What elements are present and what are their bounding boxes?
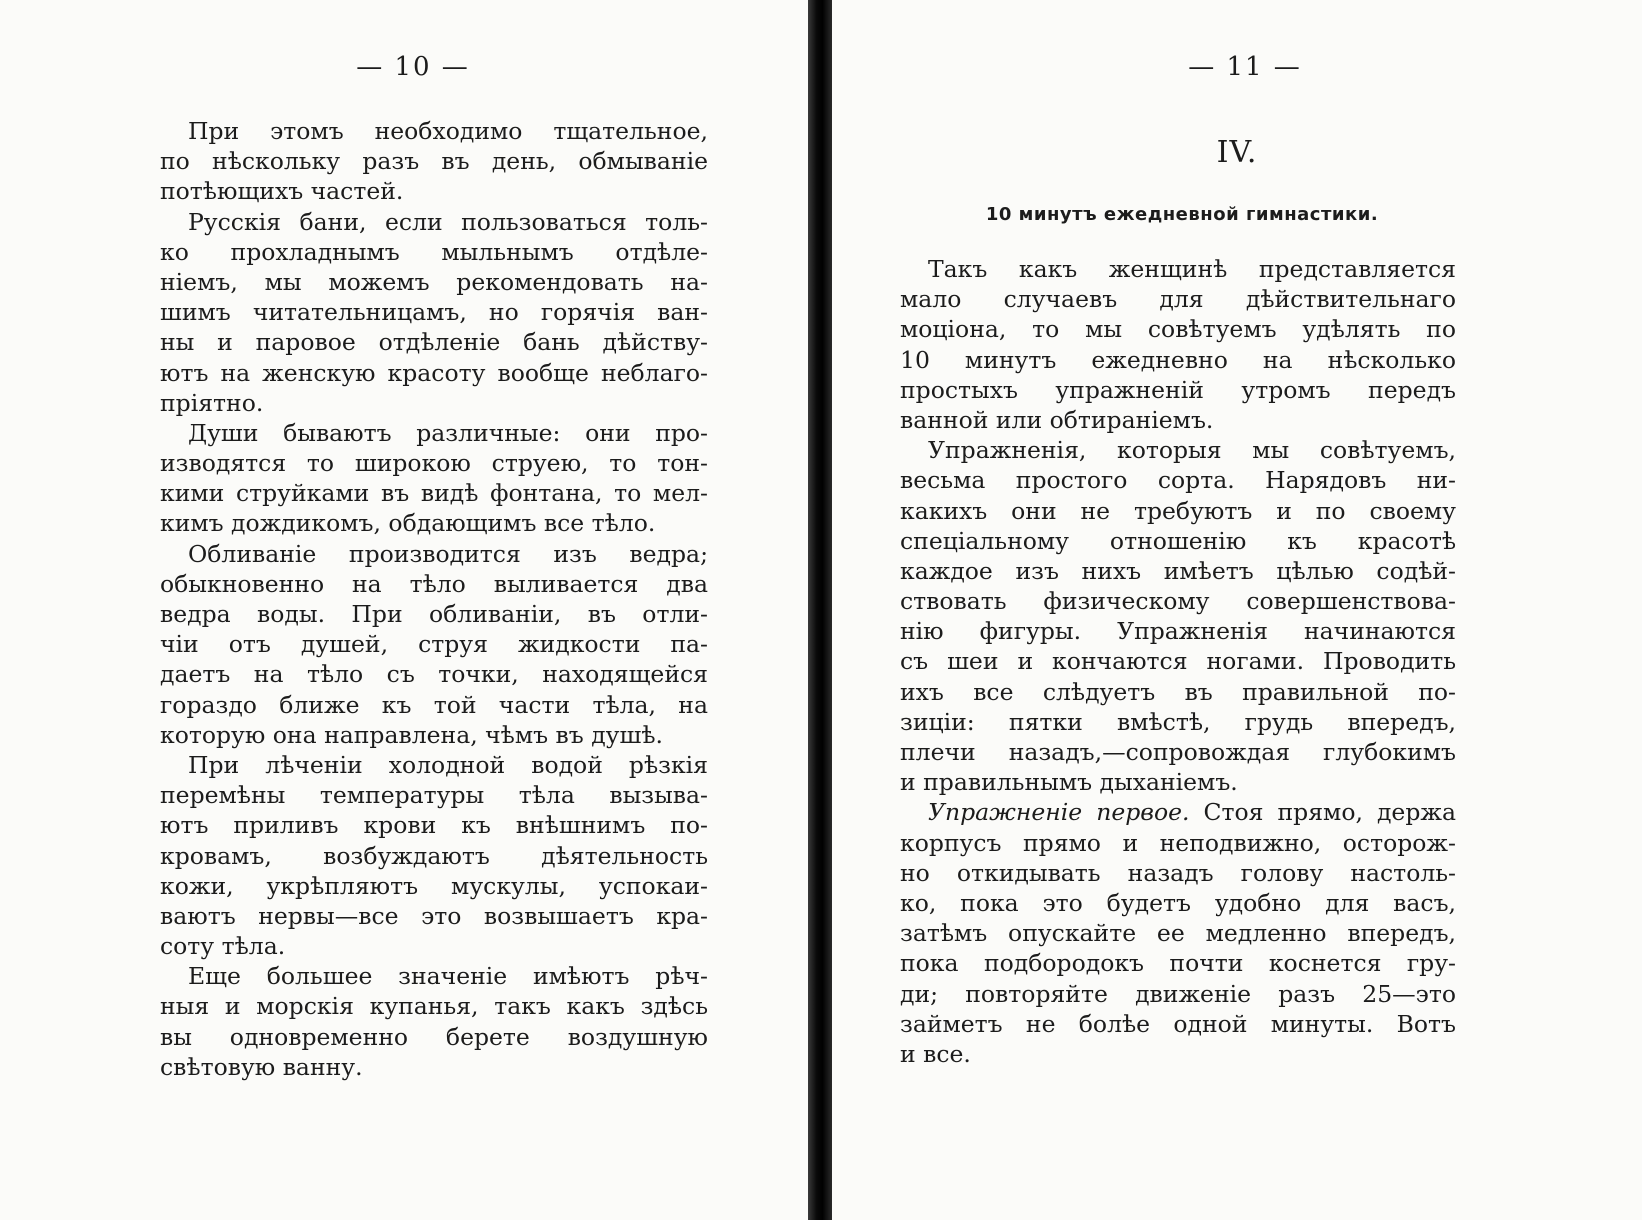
page-number: — 11 — (1188, 52, 1302, 82)
text-line: чіи отъ душей, струя жидкости па- (160, 630, 708, 659)
text-line: ихъ все слѣдуетъ въ правильной по- (900, 677, 1456, 706)
text-line: но откидывать назадъ голову настоль- (900, 858, 1456, 887)
text-line: ваютъ нервы—все это возвышаетъ кра- (160, 901, 708, 930)
text-line: ко, пока это будетъ удобно для васъ, (900, 888, 1456, 917)
text-line: При лѣченіи холодной водой рѣзкія (188, 750, 708, 779)
text-line: простыхъ упражненій утромъ передъ (900, 375, 1456, 404)
text-line: корпусъ прямо и неподвижно, осторож- (900, 828, 1456, 857)
text-line: пріятно. (160, 388, 264, 417)
text-line: съ шеи и кончаются ногами. Проводить (900, 647, 1456, 676)
text-line: Такъ какъ женщинѣ представляется (928, 255, 1456, 283)
text-line: ко прохладнымъ мыльнымъ отдѣле- (160, 237, 708, 266)
text-line: Обливаніе производится изъ ведра; (188, 539, 708, 568)
text-line: ютъ приливъ крови къ внѣшнимъ по- (160, 811, 708, 840)
text-line: Русскія бани, если пользоваться толь- (188, 207, 708, 236)
text-line: мало случаевъ для дѣйствительнаго (900, 285, 1456, 314)
right-page (832, 0, 1642, 1220)
text-line: кровамъ, возбуждаютъ дѣятельность (160, 841, 708, 870)
text-line: ны и паровое отдѣленіе бань дѣйству- (160, 328, 708, 357)
text-line: даетъ на тѣло съ точки, находящейся (160, 660, 708, 689)
text-line: соту тѣла. (160, 932, 286, 961)
text-line: займетъ не болѣе одной минуты. Вотъ (900, 1009, 1456, 1038)
text-line: ванной или обтираніемъ. (900, 405, 1214, 434)
text-line: затѣмъ опускайте ее медленно впередъ, (900, 919, 1456, 948)
text-line: ствовать физическому совершенствова- (900, 587, 1456, 616)
text-line: ныя и морскія купанья, такъ какъ здѣсь (160, 992, 708, 1021)
page-number: — 10 — (356, 52, 470, 82)
chapter-number: IV. (1216, 135, 1258, 170)
text-line: ди; повторяйте движеніе разъ 25—это (900, 979, 1456, 1008)
text-line: плечи назадъ,—сопровождая глубокимъ (900, 738, 1456, 766)
text-line: и все. (900, 1039, 971, 1068)
text-line: пока подбородокъ почти коснется гру- (900, 949, 1456, 978)
book-gutter (808, 0, 832, 1220)
text-line: кимъ дождикомъ, обдающимъ все тѣло. (160, 509, 656, 538)
text-line: потѣющихъ частей. (160, 177, 404, 206)
page-body (900, 254, 1456, 1069)
text-line: ніемъ, мы можемъ рекомендовать на- (160, 267, 708, 296)
text-line: шимъ читательницамъ, но горячія ван- (160, 298, 708, 327)
text-line: и правильнымъ дыханіемъ. (900, 768, 1238, 797)
page-body (160, 116, 708, 1082)
text-line: При этомъ необходимо тщательное, (188, 117, 708, 145)
exercise-label: Упражненіе первое. (928, 798, 1190, 827)
text-line: кими струйками въ видѣ фонтана, то мел- (160, 479, 708, 508)
text-line: Упражненія, которыя мы совѣтуемъ, (928, 436, 1456, 465)
text-line: ведра воды. При обливаніи, въ отли- (160, 600, 708, 628)
text-line: зиціи: пятки вмѣстѣ, грудь впередъ, (900, 707, 1456, 736)
text-line (900, 797, 1456, 827)
text-line: кожи, укрѣпляютъ мускулы, успокаи- (160, 871, 708, 900)
text-line: какихъ они не требуютъ и по своему (900, 496, 1456, 525)
text-line: вы одновременно берете воздушную (160, 1022, 708, 1051)
exercise-first-line: Стоя прямо, держа (1189, 798, 1457, 827)
text-line: ютъ на женскую красоту вообще неблаго- (160, 358, 708, 387)
text-line: нію фигуры. Упражненія начинаются (900, 617, 1456, 646)
text-line: каждое изъ нихъ имѣетъ цѣлью содѣй- (900, 556, 1456, 585)
text-line: обыкновенно на тѣло выливается два (160, 569, 708, 598)
text-line: Еще большее значеніе имѣютъ рѣч- (188, 962, 708, 991)
text-line: изводятся то широкою струею, то тон- (160, 449, 708, 478)
chapter-title: 10 минутъ ежедневной гимнастики. (985, 204, 1379, 225)
text-line: гораздо ближе къ той части тѣла, на (160, 690, 708, 719)
text-line: свѣтовую ванну. (160, 1052, 363, 1081)
text-line: 10 минутъ ежедневно на нѣсколько (900, 345, 1456, 374)
text-line: моціона, то мы совѣтуемъ удѣлять по (900, 315, 1456, 344)
text-line: Души бываютъ различные: они про- (188, 418, 708, 447)
text-line: которую она направлена, чѣмъ въ душѣ. (160, 720, 663, 749)
text-line: спеціальному отношенію къ красотѣ (900, 526, 1456, 555)
text-line: по нѣскольку разъ въ день, обмываніе (160, 147, 708, 176)
text-line: перемѣны температуры тѣла вызыва- (160, 781, 708, 810)
text-line: весьма простого сорта. Нарядовъ ни- (900, 466, 1456, 495)
left-page (0, 0, 808, 1220)
